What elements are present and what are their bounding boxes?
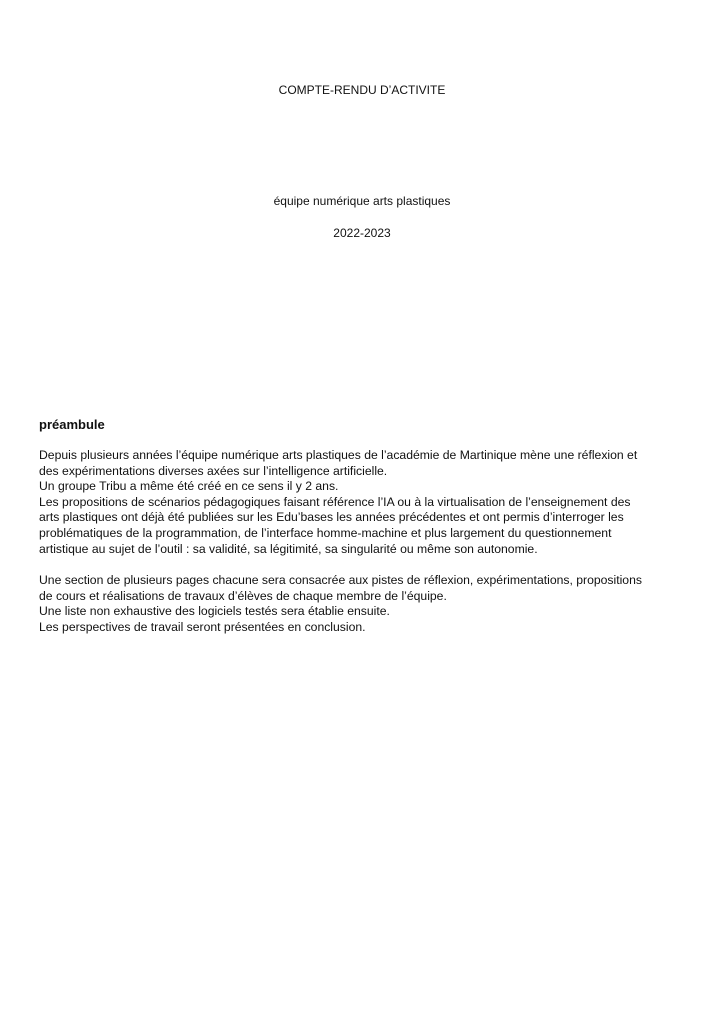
text-line: Les propositions de scénarios pédagogiques faisant référence l’IA ou à la virtualisation de l’enseignement des (39, 494, 631, 509)
document-title: COMPTE-RENDU D’ACTIVITE (278, 83, 446, 97)
preamble-section (39, 417, 699, 652)
text-line: Un groupe Tribu a même été créé en ce sens il y 2 ans. (39, 479, 339, 494)
paragraph-intro (39, 448, 699, 557)
document-year: 2022-2023 (333, 226, 391, 240)
text-line: Une liste non exhaustive des logiciels testés sera établie ensuite. (39, 604, 390, 619)
text-line: des expérimentations diverses axées sur l’intelligence artificielle. (39, 463, 388, 478)
document-subtitle: équipe numérique arts plastiques (273, 194, 451, 208)
text-line: artistique au sujet de l’outil : sa validité, sa légitimité, sa singularité ou même son autonomie. (39, 541, 538, 556)
text-line: Une section de plusieurs pages chacune sera consacrée aux pistes de réflexion, expérimentations, propositions (39, 573, 642, 588)
text-line: arts plastiques ont déjà été publiées sur les Edu’bases les années précédentes et ont permis d’interroger les (39, 510, 624, 525)
paragraph-plan (39, 573, 699, 635)
text-line: de cours et réalisations de travaux d’élèves de chaque membre de l’équipe. (39, 588, 447, 603)
text-line: Depuis plusieurs années l’équipe numérique arts plastiques de l’académie de Martinique mène une réflexion et (39, 448, 638, 462)
text-line: Les perspectives de travail seront présentées en conclusion. (39, 619, 366, 634)
text-line: problématiques de la programmation, de l’interface homme-machine et plus largement du questionnement (39, 525, 612, 540)
section-heading: préambule (39, 417, 105, 432)
